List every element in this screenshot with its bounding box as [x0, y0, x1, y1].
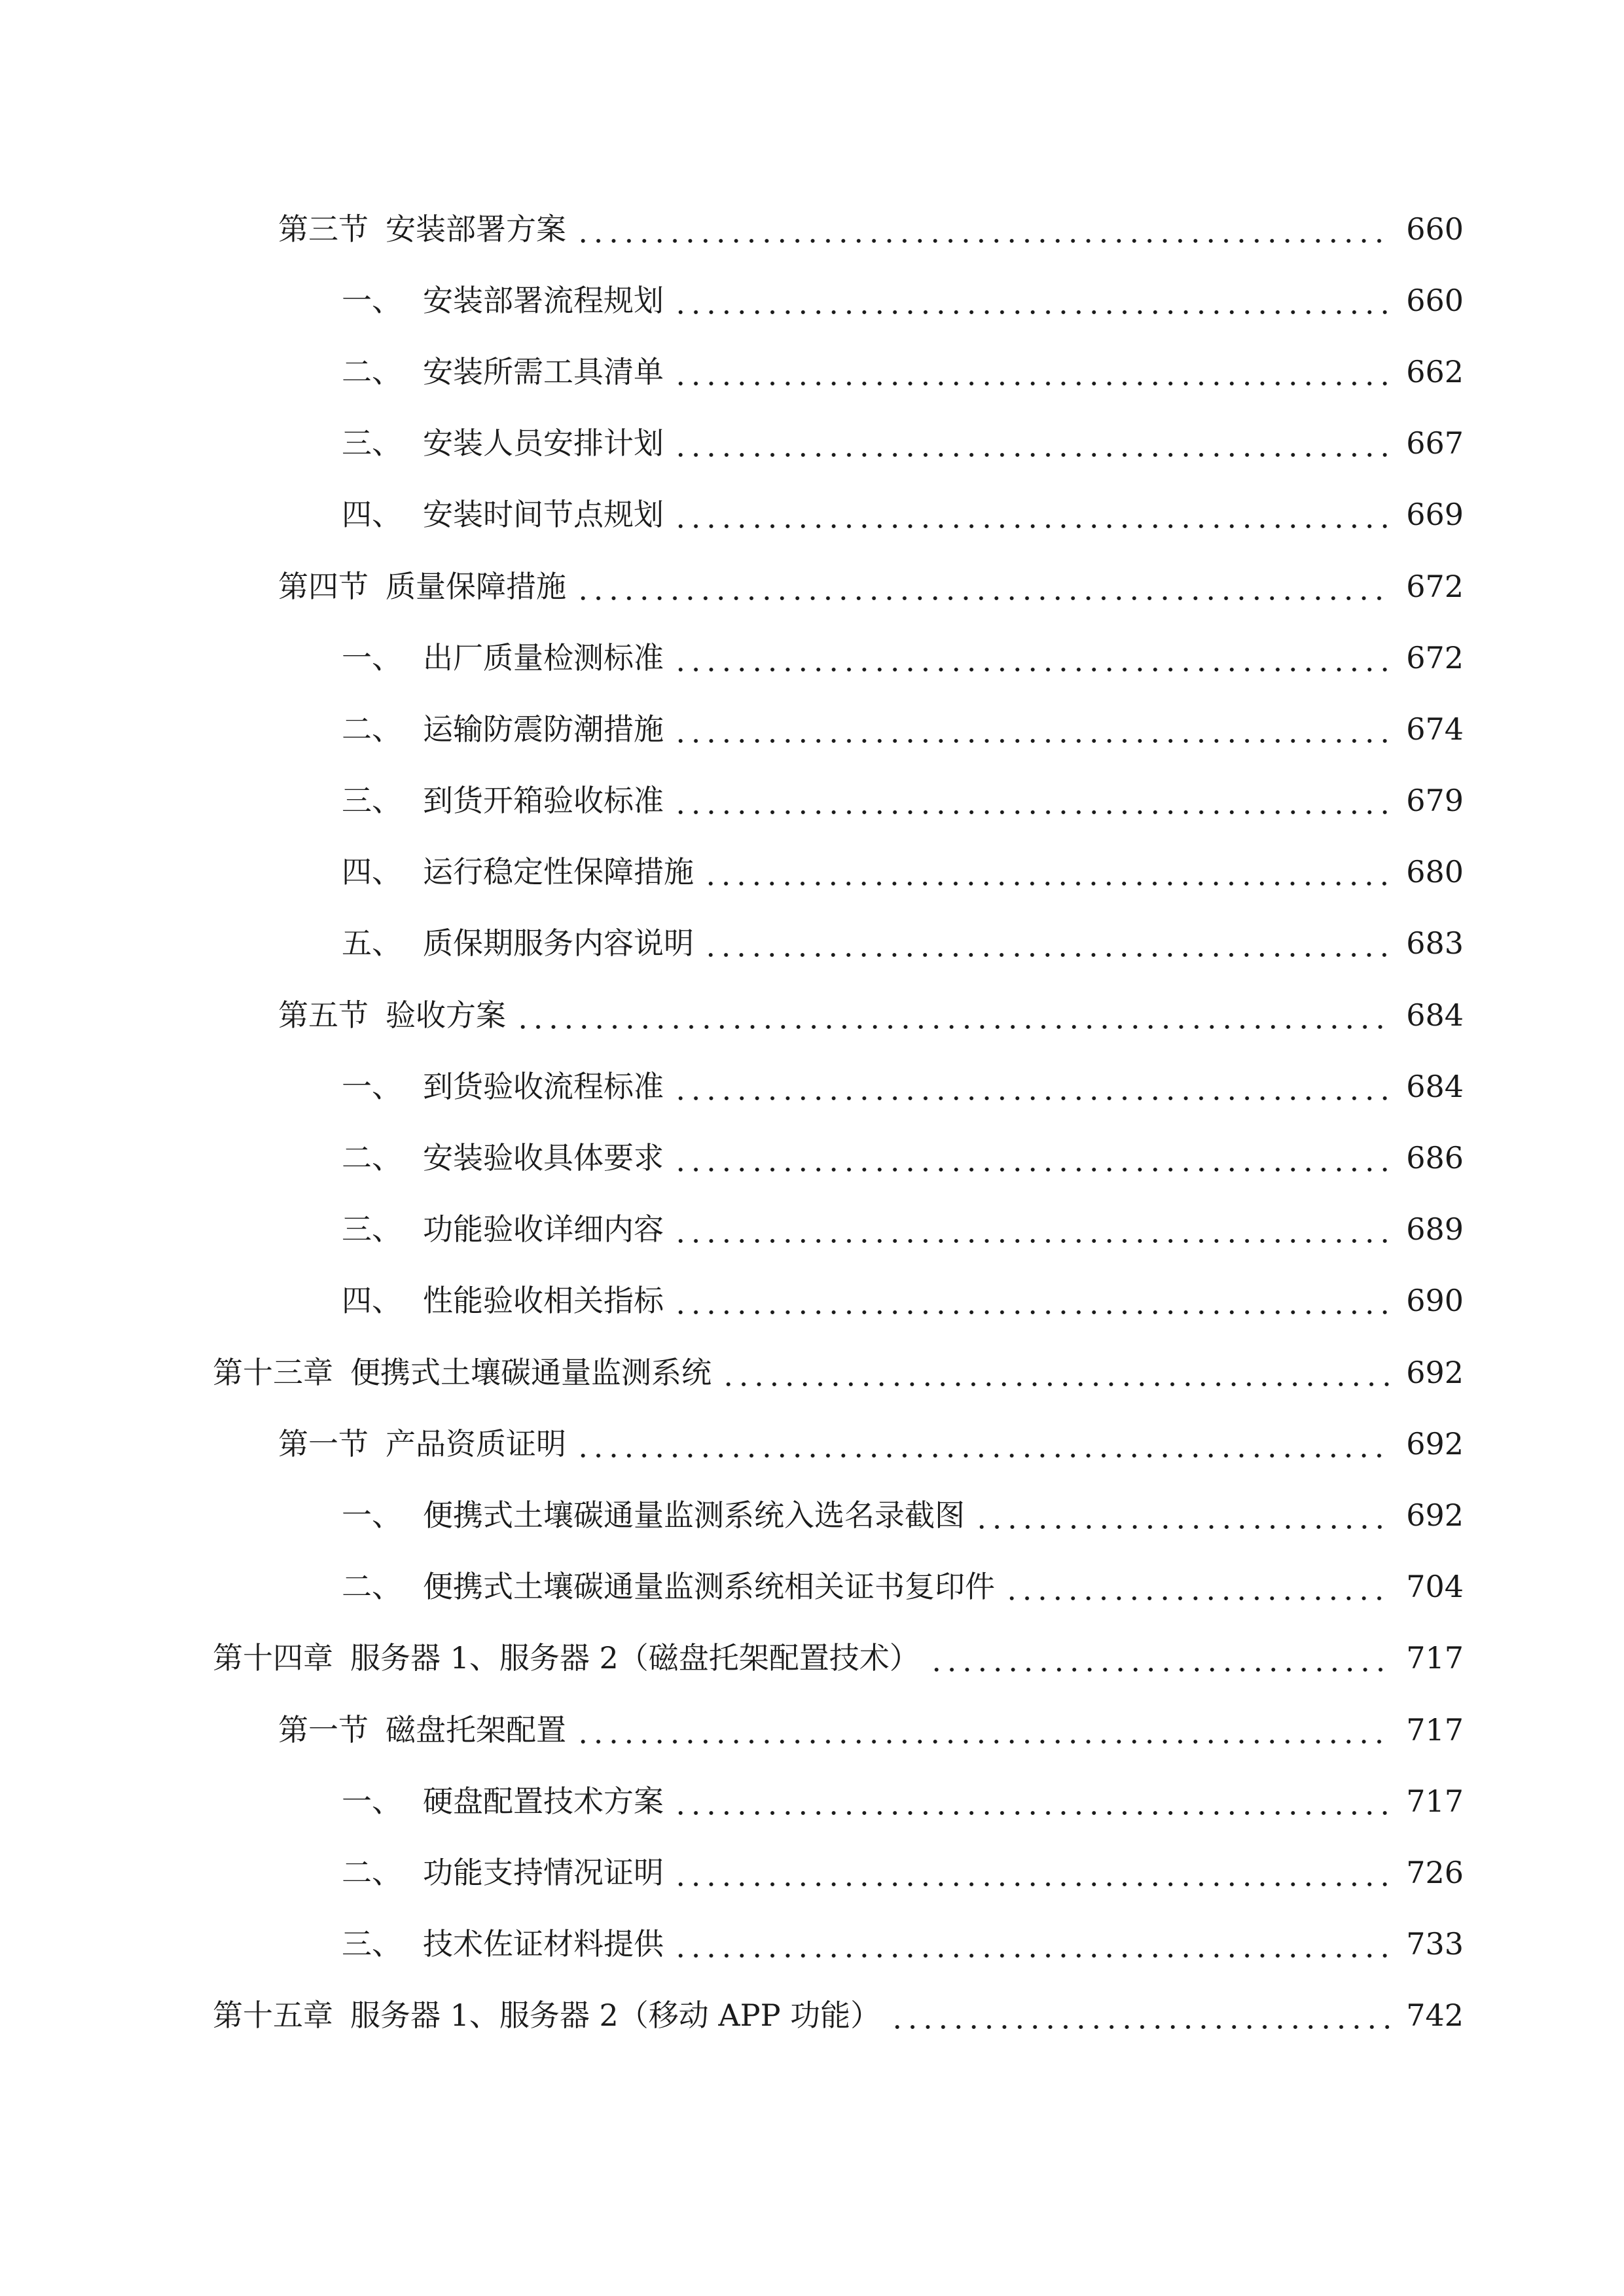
- toc-entry-number: 一、: [342, 1783, 402, 1819]
- toc-dot-leader: [673, 714, 1392, 744]
- toc-entry-number: 二、: [342, 1140, 402, 1176]
- toc-entry-text: 出厂质量检测标准: [423, 639, 664, 675]
- toc-page-number: 726: [1406, 1854, 1464, 1890]
- toc-entry-number: 二、: [342, 1854, 402, 1890]
- toc-entry-title: [342, 1569, 995, 1605]
- toc-entry[interactable]: [0, 408, 1624, 479]
- toc-entry-title: [342, 711, 664, 747]
- toc-page-number: 690: [1406, 1283, 1464, 1319]
- toc-entry-text: 质保期服务内容说明: [423, 925, 694, 961]
- toc-entry-title: [342, 282, 664, 318]
- toc-dot-leader: [974, 1500, 1392, 1530]
- toc-entry[interactable]: [0, 1980, 1624, 2051]
- toc-entry-title: [278, 568, 566, 604]
- toc-entry-number: 第三节: [278, 211, 369, 247]
- toc-entry[interactable]: [0, 479, 1624, 550]
- toc-entry-text: 硬盘配置技术方案: [423, 1783, 664, 1819]
- toc-dot-leader: [673, 428, 1392, 458]
- toc-page-number: 660: [1406, 282, 1464, 318]
- toc-page-number: 689: [1406, 1211, 1464, 1247]
- toc-entry[interactable]: [0, 550, 1624, 622]
- toc-page-number: 667: [1406, 425, 1464, 461]
- toc-entry-title: [213, 1354, 712, 1390]
- toc-entry-number: 第四节: [278, 568, 369, 604]
- toc-dot-leader: [673, 1071, 1392, 1102]
- toc-entry[interactable]: [0, 765, 1624, 836]
- toc-entry-text: 验收方案: [386, 997, 506, 1033]
- toc-page-number: 692: [1406, 1354, 1464, 1390]
- toc-entry-title: [342, 854, 694, 890]
- toc-entry-number: 一、: [342, 639, 402, 675]
- toc-page-number: 692: [1406, 1426, 1464, 1462]
- toc-entry-text: 运输防震防潮措施: [423, 711, 664, 747]
- toc-entry[interactable]: [0, 1336, 1624, 1408]
- toc-page-number: 672: [1406, 639, 1464, 675]
- toc-entry-number: 第十四章: [213, 1640, 333, 1676]
- toc-entry-title: [278, 211, 566, 247]
- toc-entry[interactable]: [0, 1479, 1624, 1551]
- toc-page-number: 660: [1406, 211, 1464, 247]
- toc-entry-text: 性能验收相关指标: [423, 1283, 664, 1319]
- toc-entry[interactable]: [0, 1694, 1624, 1765]
- toc-dot-leader: [515, 1000, 1392, 1030]
- toc-dot-leader: [1004, 1571, 1392, 1602]
- toc-entry-title: [278, 1426, 566, 1462]
- toc-page-number: 717: [1406, 1712, 1464, 1748]
- toc-entry-title: [342, 425, 664, 461]
- toc-page-number: 733: [1406, 1926, 1464, 1962]
- toc-entry-title: [342, 1497, 965, 1533]
- toc-entry-text: 功能支持情况证明: [423, 1854, 664, 1890]
- toc-page-number: 742: [1406, 1998, 1464, 2034]
- toc-dot-leader: [673, 1786, 1392, 1816]
- toc-entry-text: 安装时间节点规划: [423, 497, 664, 533]
- toc-entry[interactable]: [0, 693, 1624, 764]
- toc-entry-title: [342, 497, 664, 533]
- toc-entry-number: 五、: [342, 925, 402, 961]
- toc-entry-number: 第一节: [278, 1426, 369, 1462]
- toc-entry-title: [342, 639, 664, 675]
- toc-entry-title: [342, 1211, 664, 1247]
- toc-entry-text: 安装验收具体要求: [423, 1140, 664, 1176]
- toc-entry[interactable]: [0, 1837, 1624, 1908]
- toc-dot-leader: [673, 1214, 1392, 1244]
- toc-entry-number: 四、: [342, 497, 402, 533]
- toc-dot-leader: [673, 1857, 1392, 1888]
- toc-entry-number: 第一节: [278, 1712, 369, 1748]
- toc-entry-text: 便携式土壤碳通量监测系统入选名录截图: [423, 1497, 965, 1533]
- toc-entry-title: [342, 1068, 664, 1104]
- toc-dot-leader: [703, 857, 1392, 887]
- toc-entry-text: 安装部署方案: [386, 211, 566, 247]
- toc-dot-leader: [575, 214, 1392, 244]
- toc-dot-leader: [673, 1143, 1392, 1173]
- toc-entry-text: 安装部署流程规划: [423, 282, 664, 318]
- toc-entry-title: [342, 1140, 664, 1176]
- toc-page-number: 692: [1406, 1497, 1464, 1533]
- toc-entry-number: 四、: [342, 854, 402, 890]
- toc-entry[interactable]: [0, 193, 1624, 264]
- toc-entry-title: [213, 1640, 920, 1676]
- toc-entry[interactable]: [0, 836, 1624, 908]
- toc-entry-text: 到货验收流程标准: [423, 1068, 664, 1104]
- toc-dot-leader: [890, 2000, 1392, 2030]
- toc-entry-text: 运行稳定性保障措施: [423, 854, 694, 890]
- toc-dot-leader: [673, 785, 1392, 816]
- toc-page-number: 679: [1406, 783, 1464, 819]
- toc-entry-title: [342, 925, 694, 961]
- toc-entry-text: 服务器 1、服务器 2（移动 APP 功能）: [350, 1998, 881, 2034]
- toc-page-number: 686: [1406, 1140, 1464, 1176]
- toc-dot-leader: [673, 499, 1392, 529]
- toc-entry-number: 一、: [342, 1068, 402, 1104]
- toc-dot-leader: [929, 1643, 1392, 1673]
- toc-entry-text: 功能验收详细内容: [423, 1211, 664, 1247]
- toc-page-number: 704: [1406, 1569, 1464, 1605]
- toc-dot-leader: [673, 643, 1392, 673]
- toc-dot-leader: [673, 285, 1392, 315]
- toc-page-number: 717: [1406, 1640, 1464, 1676]
- toc-entry-number: 第十五章: [213, 1998, 333, 2034]
- toc-entry-text: 便携式土壤碳通量监测系统相关证书复印件: [423, 1569, 995, 1605]
- toc-entry-title: [342, 353, 664, 389]
- toc-page-number: 683: [1406, 925, 1464, 961]
- toc-entry[interactable]: [0, 1408, 1624, 1479]
- toc-entry-number: 第五节: [278, 997, 369, 1033]
- toc-entry-number: 二、: [342, 711, 402, 747]
- toc-entry[interactable]: [0, 336, 1624, 407]
- toc-dot-leader: [575, 1715, 1392, 1745]
- toc-entry-number: 三、: [342, 1926, 402, 1962]
- toc-dot-leader: [575, 1429, 1392, 1459]
- toc-entry-text: 技术佐证材料提供: [423, 1926, 664, 1962]
- toc-entry-title: [342, 783, 664, 819]
- table-of-contents: [0, 193, 1624, 2051]
- toc-entry-text: 安装所需工具清单: [423, 353, 664, 389]
- toc-entry[interactable]: [0, 1194, 1624, 1265]
- toc-entry[interactable]: [0, 1122, 1624, 1193]
- toc-entry[interactable]: [0, 1623, 1624, 1694]
- toc-page-number: 662: [1406, 353, 1464, 389]
- toc-entry-number: 三、: [342, 783, 402, 819]
- toc-dot-leader: [673, 357, 1392, 387]
- toc-page-number: 684: [1406, 1068, 1464, 1104]
- toc-entry-text: 安装人员安排计划: [423, 425, 664, 461]
- toc-entry-title: [342, 1783, 664, 1819]
- toc-entry[interactable]: [0, 1551, 1624, 1623]
- toc-page-number: 672: [1406, 568, 1464, 604]
- toc-entry-text: 便携式土壤碳通量监测系统: [350, 1354, 712, 1390]
- toc-dot-leader: [673, 1285, 1392, 1316]
- toc-entry-title: [342, 1926, 664, 1962]
- toc-entry-number: 三、: [342, 1211, 402, 1247]
- toc-entry-title: [278, 997, 506, 1033]
- toc-page-number: 684: [1406, 997, 1464, 1033]
- toc-entry-number: 第十三章: [213, 1354, 333, 1390]
- toc-entry[interactable]: [0, 264, 1624, 336]
- toc-dot-leader: [703, 928, 1392, 958]
- toc-entry[interactable]: [0, 1765, 1624, 1837]
- toc-entry-number: 一、: [342, 1497, 402, 1533]
- toc-entry-text: 到货开箱验收标准: [423, 783, 664, 819]
- toc-entry-title: [278, 1712, 566, 1748]
- toc-entry-number: 一、: [342, 282, 402, 318]
- toc-entry-number: 三、: [342, 425, 402, 461]
- toc-entry[interactable]: [0, 1050, 1624, 1122]
- toc-entry-text: 服务器 1、服务器 2（磁盘托架配置技术）: [350, 1640, 920, 1676]
- toc-entry-text: 质量保障措施: [386, 568, 566, 604]
- toc-entry-title: [342, 1283, 664, 1319]
- toc-entry[interactable]: [0, 1909, 1624, 1980]
- toc-entry-number: 四、: [342, 1283, 402, 1319]
- toc-entry-title: [213, 1998, 881, 2034]
- toc-entry[interactable]: [0, 979, 1624, 1050]
- toc-entry[interactable]: [0, 908, 1624, 979]
- toc-dot-leader: [575, 571, 1392, 601]
- toc-entry-title: [342, 1854, 664, 1890]
- toc-dot-leader: [673, 1929, 1392, 1959]
- toc-entry[interactable]: [0, 622, 1624, 693]
- toc-page-number: 680: [1406, 854, 1464, 890]
- toc-dot-leader: [721, 1357, 1392, 1388]
- toc-entry-number: 二、: [342, 353, 402, 389]
- toc-page-number: 669: [1406, 497, 1464, 533]
- toc-page-number: 717: [1406, 1783, 1464, 1819]
- toc-entry-text: 磁盘托架配置: [386, 1712, 566, 1748]
- toc-entry-number: 二、: [342, 1569, 402, 1605]
- toc-page-number: 674: [1406, 711, 1464, 747]
- toc-entry[interactable]: [0, 1265, 1624, 1336]
- toc-entry-text: 产品资质证明: [386, 1426, 566, 1462]
